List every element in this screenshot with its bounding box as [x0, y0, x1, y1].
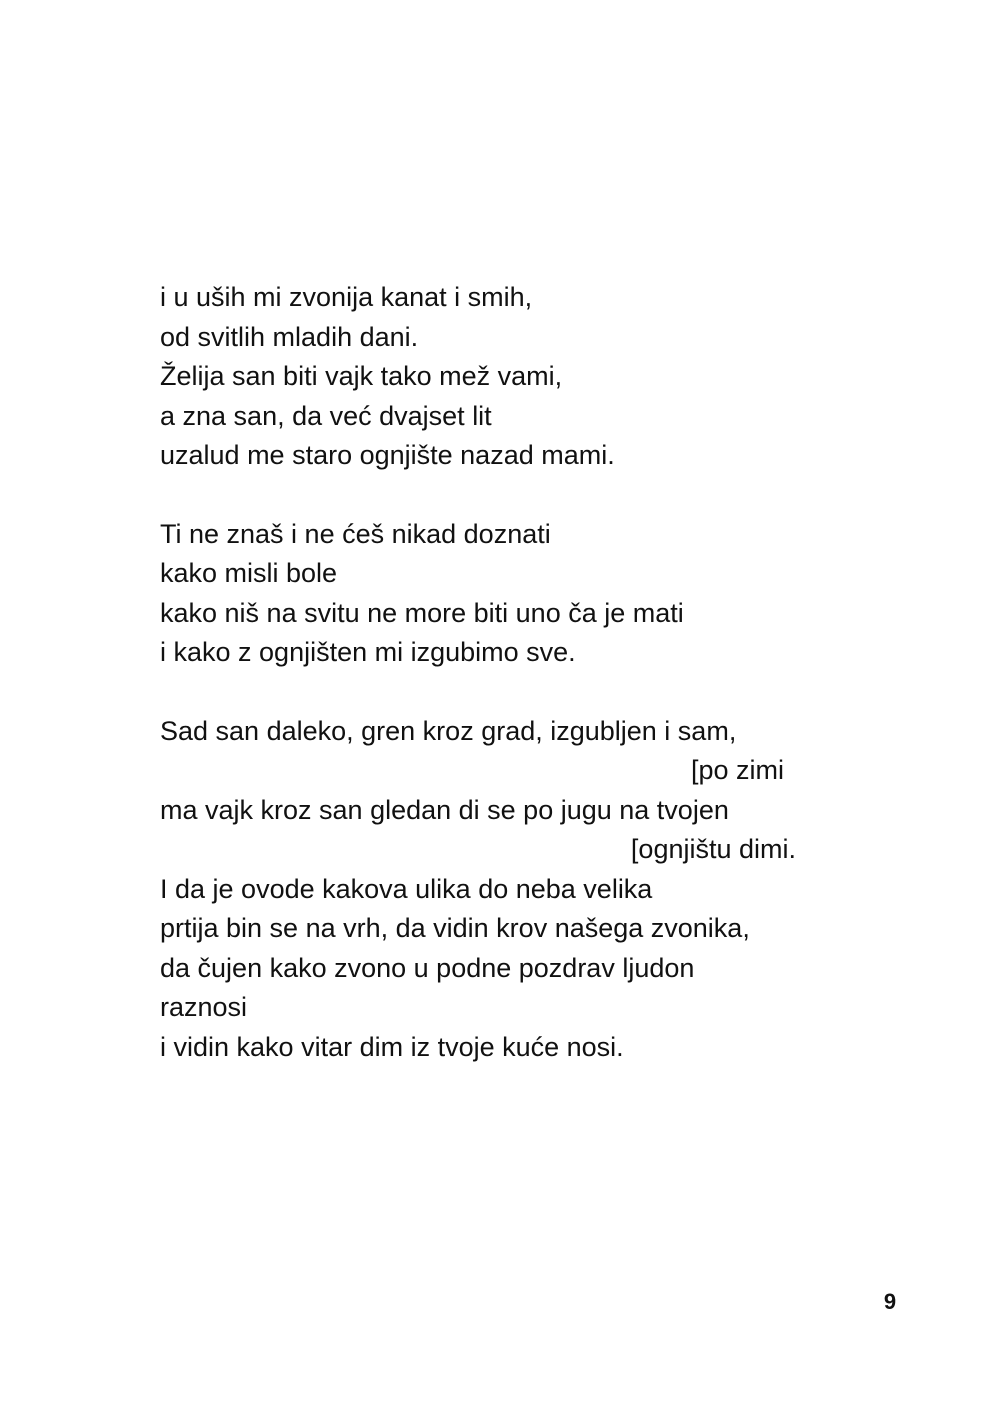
stanza-1 — [160, 278, 840, 476]
stanza-2 — [160, 515, 840, 673]
poem-line: Sad san daleko, gren kroz grad, izgubljen i sam, — [160, 715, 737, 746]
stanza-3 — [160, 712, 840, 1068]
poem-line: I da je ovode kakova ulika do neba velika — [160, 873, 653, 904]
poem-text — [160, 278, 840, 1067]
stanza-gap — [160, 476, 840, 515]
poem-line: od svitlih mladih dani. — [160, 321, 419, 352]
poem-line: a zna san, da već dvajset lit — [160, 400, 492, 431]
poem-line: da čujen kako zvono u podne pozdrav ljudon — [160, 952, 695, 983]
poem-line: raznosi — [160, 992, 248, 1022]
poem-line: uzalud me staro ognjište nazad mami. — [160, 440, 615, 470]
page-number: 9 — [883, 1289, 897, 1314]
poem-line: kako misli bole — [160, 558, 338, 588]
poem-line-continuation: [ognjištu dimi. — [630, 834, 796, 864]
poem-line: i u uših mi zvonija kanat i smih, — [160, 282, 533, 312]
poem-line-continuation: [po zimi — [690, 755, 784, 785]
poem-line: prtija bin se na vrh, da vidin krov našega zvonika, — [160, 913, 750, 943]
poem-line: i kako z ognjišten mi izgubimo sve. — [160, 637, 576, 667]
poem-line: kako niš na svitu ne more biti uno ča je mati — [160, 597, 684, 628]
poem-line: Ti ne znaš i ne ćeš nikad doznati — [160, 518, 551, 549]
poem-line: i vidin kako vitar dim iz tvoje kuće nosi. — [160, 1031, 624, 1062]
poem-line: Želija san biti vajk tako mež vami, — [160, 361, 563, 391]
poem-line: ma vajk kroz san gledan di se po jugu na tvojen — [160, 794, 729, 825]
stanza-gap — [160, 673, 840, 712]
